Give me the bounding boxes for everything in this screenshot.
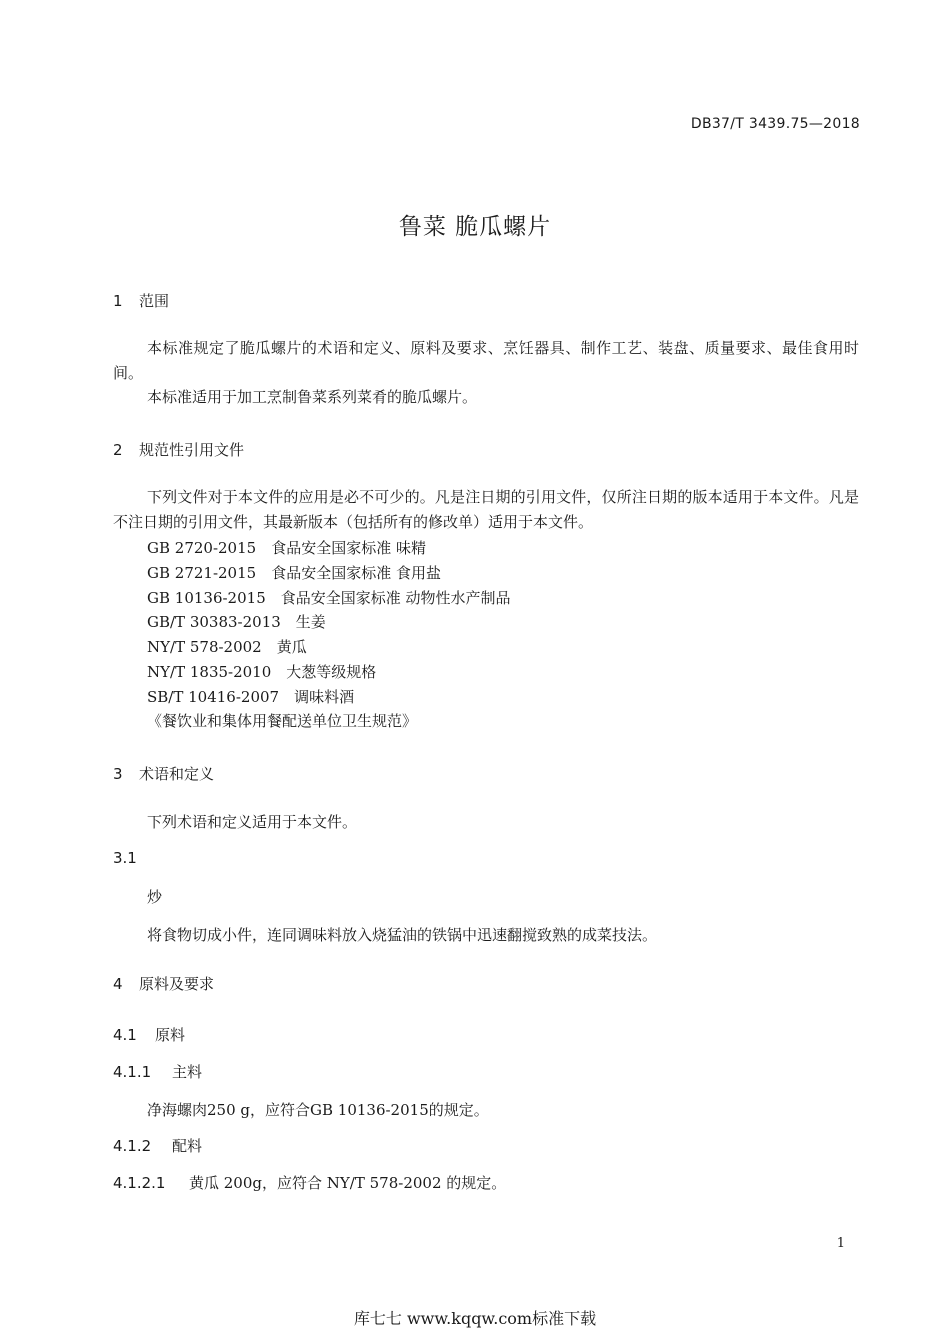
subsection-4-1-heading: [113, 1024, 185, 1045]
section-4-heading: [113, 973, 214, 994]
page-number: 1: [836, 1236, 845, 1251]
reference-item: SB/T 10416-2007 调味料酒: [147, 688, 355, 706]
section-title: 原料及要求: [139, 975, 215, 993]
reference-item: GB 2721-2015 食品安全国家标准 食用盐: [147, 564, 441, 582]
main-ingredient-text: 净海螺肉250 g，应符合GB 10136-2015的规定。: [147, 1101, 489, 1119]
page-title: 鲁菜 脆瓜螺片: [398, 214, 552, 240]
section-3-intro: 下列术语和定义适用于本文件。: [147, 813, 358, 831]
section-2-intro: 下列文件对于本文件的应用是必不可少的。凡是注日期的引用文件，仅所注日期的版本适用于本文件。凡是不注日期的引用文件，其最新版本（包括所有的修改单）适用于本文件。: [113, 488, 859, 531]
reference-item: 《餐饮业和集体用餐配送单位卫生规范》: [147, 712, 418, 730]
section-number: 4: [113, 975, 123, 993]
section-3-heading: [113, 763, 214, 784]
reference-item: GB 2720-2015 食品安全国家标准 味精: [147, 539, 426, 557]
document-number: DB37/T 3439.75—2018: [690, 116, 860, 132]
subsection-4-1-2-1: [113, 1172, 506, 1193]
reference-item: NY/T 1835-2010 大葱等级规格: [147, 663, 377, 681]
subsection-number: 4.1.2.1: [113, 1174, 166, 1192]
section-number: 3: [113, 765, 123, 783]
subsection-4-1-2-heading: [113, 1135, 202, 1156]
term-name: 炒: [147, 888, 163, 906]
section-1-paragraph-2: 本标准适用于加工烹制鲁菜系列菜肴的脆瓜螺片。: [147, 388, 478, 406]
section-2-heading: [113, 439, 244, 460]
subsection-number: 4.1: [113, 1026, 137, 1044]
subsection-text: 黄瓜 200g，应符合 NY/T 578-2002 的规定。: [189, 1174, 507, 1192]
section-1-paragraph-1: 本标准规定了脆瓜螺片的术语和定义、原料及要求、烹饪器具、制作工艺、装盘、质量要求、最佳食用时间。: [113, 339, 859, 382]
reference-item: GB/T 30383-2013 生姜: [147, 613, 326, 631]
section-title: 范围: [139, 292, 170, 310]
reference-item: GB 10136-2015 食品安全国家标准 动物性水产制品: [147, 589, 511, 607]
subsection-title: 配料: [172, 1137, 203, 1155]
footer-watermark: 库七七 www.kqqw.com标准下载: [353, 1309, 597, 1328]
section-title: 术语和定义: [139, 765, 215, 783]
subsection-title: 主料: [172, 1063, 203, 1081]
term-definition: 将食物切成小件，连同调味料放入烧猛油的铁锅中迅速翻搅致熟的成菜技法。: [147, 926, 658, 944]
section-1-heading: [113, 290, 169, 311]
subsection-number: 4.1.2: [113, 1137, 152, 1155]
subsection-number: 4.1.1: [113, 1063, 152, 1081]
term-number: 3.1: [113, 849, 137, 867]
reference-item: NY/T 578-2002 黄瓜: [147, 638, 307, 656]
section-title: 规范性引用文件: [139, 441, 245, 459]
subsection-title: 原料: [155, 1026, 186, 1044]
subsection-4-1-1-heading: [113, 1061, 202, 1082]
section-number: 2: [113, 441, 123, 459]
section-number: 1: [113, 292, 123, 310]
